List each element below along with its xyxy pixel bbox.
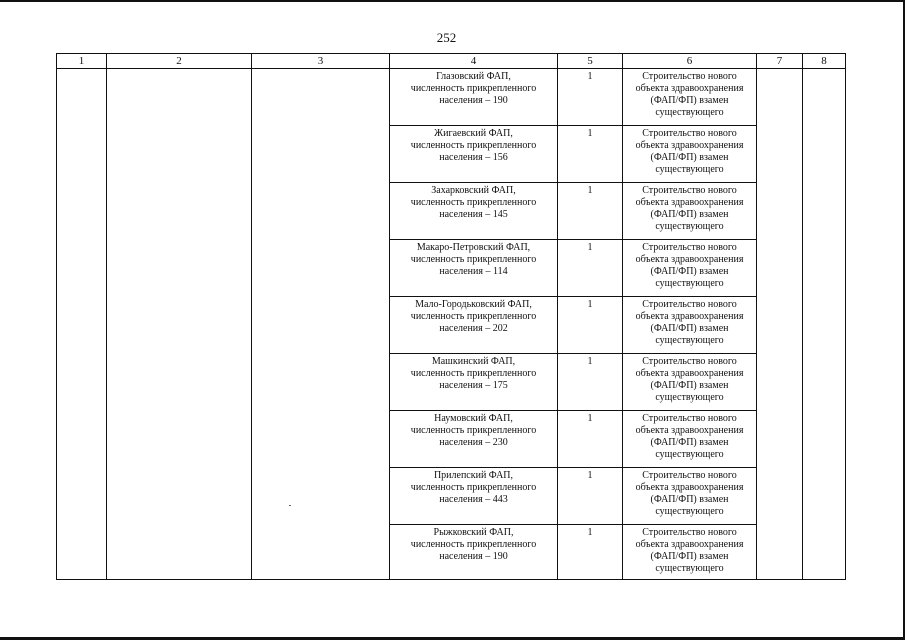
action-entry: Строительство нового объекта здравоохранения (ФАП/ФП) взамен существующего xyxy=(635,299,744,346)
column-2-cell xyxy=(107,69,252,580)
facility-column xyxy=(390,69,558,580)
quantity-entry: 1 xyxy=(587,527,593,538)
column-header-3: 3 xyxy=(252,54,390,69)
table-row xyxy=(623,69,756,126)
facility-entry: Глазовский ФАП, численность прикрепленного населения – 190 xyxy=(410,71,537,106)
facility-entry: Макаро-Петровский ФАП, численность прикрепленного населения – 114 xyxy=(410,242,537,277)
table-row xyxy=(390,69,557,126)
table-row xyxy=(623,525,756,579)
column-header-4: 4 xyxy=(390,54,558,69)
facility-entry: Машкинский ФАП, численность прикрепленного населения – 175 xyxy=(410,356,537,391)
table-row xyxy=(623,297,756,354)
facility-entry: Мало-Городьковский ФАП, численность прикрепленного населения – 202 xyxy=(410,299,537,334)
table-row xyxy=(558,411,622,468)
quantity-entry: 1 xyxy=(587,71,593,82)
column-header-7: 7 xyxy=(757,54,803,69)
table-row xyxy=(558,126,622,183)
table-row xyxy=(558,69,622,126)
quantity-entry: 1 xyxy=(587,242,593,253)
action-entry: Строительство нового объекта здравоохранения (ФАП/ФП) взамен существующего xyxy=(635,185,744,232)
table-row xyxy=(623,468,756,525)
table-row xyxy=(390,411,557,468)
quantity-entry: 1 xyxy=(587,470,593,481)
scan-speck xyxy=(289,505,291,506)
table-row xyxy=(558,354,622,411)
table-row xyxy=(623,354,756,411)
table-row xyxy=(390,354,557,411)
column-header-2: 2 xyxy=(107,54,252,69)
table-row xyxy=(390,183,557,240)
table-row xyxy=(558,525,622,579)
action-entry: Строительство нового объекта здравоохранения (ФАП/ФП) взамен существующего xyxy=(635,413,744,460)
action-entry: Строительство нового объекта здравоохранения (ФАП/ФП) взамен существующего xyxy=(635,470,744,517)
action-entry: Строительство нового объекта здравоохранения (ФАП/ФП) взамен существующего xyxy=(635,356,744,403)
column-header-8: 8 xyxy=(803,54,846,69)
table-row xyxy=(390,468,557,525)
facility-entry: Жигаевский ФАП, численность прикрепленного населения – 156 xyxy=(410,128,537,163)
column-8-cell xyxy=(803,69,846,580)
column-header-5: 5 xyxy=(558,54,623,69)
page-number: 252 xyxy=(436,30,457,45)
column-3-cell xyxy=(252,69,390,580)
facility-entry: Прилепский ФАП, численность прикрепленного населения – 443 xyxy=(410,470,537,505)
table-row xyxy=(623,411,756,468)
table-row xyxy=(558,240,622,297)
quantity-entry: 1 xyxy=(587,128,593,139)
facility-entry: Наумовский ФАП, численность прикрепленного населения – 230 xyxy=(410,413,537,448)
facility-list xyxy=(390,69,557,579)
table-row xyxy=(390,525,557,579)
facility-entry: Рыжковский ФАП, численность прикрепленного населения – 190 xyxy=(410,527,537,562)
quantity-entry: 1 xyxy=(587,185,593,196)
scan-border-top xyxy=(0,0,905,2)
action-entry: Строительство нового объекта здравоохранения (ФАП/ФП) взамен существующего xyxy=(635,242,744,289)
facilities-table xyxy=(56,53,846,580)
table-row xyxy=(390,297,557,354)
table-row xyxy=(558,183,622,240)
table-row xyxy=(390,126,557,183)
table-row xyxy=(623,240,756,297)
table-row xyxy=(390,240,557,297)
quantity-entry: 1 xyxy=(587,413,593,424)
column-header-1: 1 xyxy=(57,54,107,69)
action-entry: Строительство нового объекта здравоохранения (ФАП/ФП) взамен существующего xyxy=(635,128,744,175)
column-header-6: 6 xyxy=(623,54,757,69)
quantity-entry: 1 xyxy=(587,356,593,367)
table-row xyxy=(558,468,622,525)
quantity-list xyxy=(558,69,622,579)
header-row xyxy=(57,54,846,69)
column-7-cell xyxy=(757,69,803,580)
action-entry: Строительство нового объекта здравоохранения (ФАП/ФП) взамен существующего xyxy=(635,71,744,118)
body-row xyxy=(57,69,846,580)
quantity-entry: 1 xyxy=(587,299,593,310)
facility-entry: Захарковский ФАП, численность прикрепленного населения – 145 xyxy=(410,185,537,220)
column-1-cell xyxy=(57,69,107,580)
action-entry: Строительство нового объекта здравоохранения (ФАП/ФП) взамен существующего xyxy=(635,527,744,574)
quantity-column xyxy=(558,69,623,580)
table-row xyxy=(623,183,756,240)
action-column xyxy=(623,69,757,580)
table-row xyxy=(623,126,756,183)
table-row xyxy=(558,297,622,354)
action-list xyxy=(623,69,756,579)
